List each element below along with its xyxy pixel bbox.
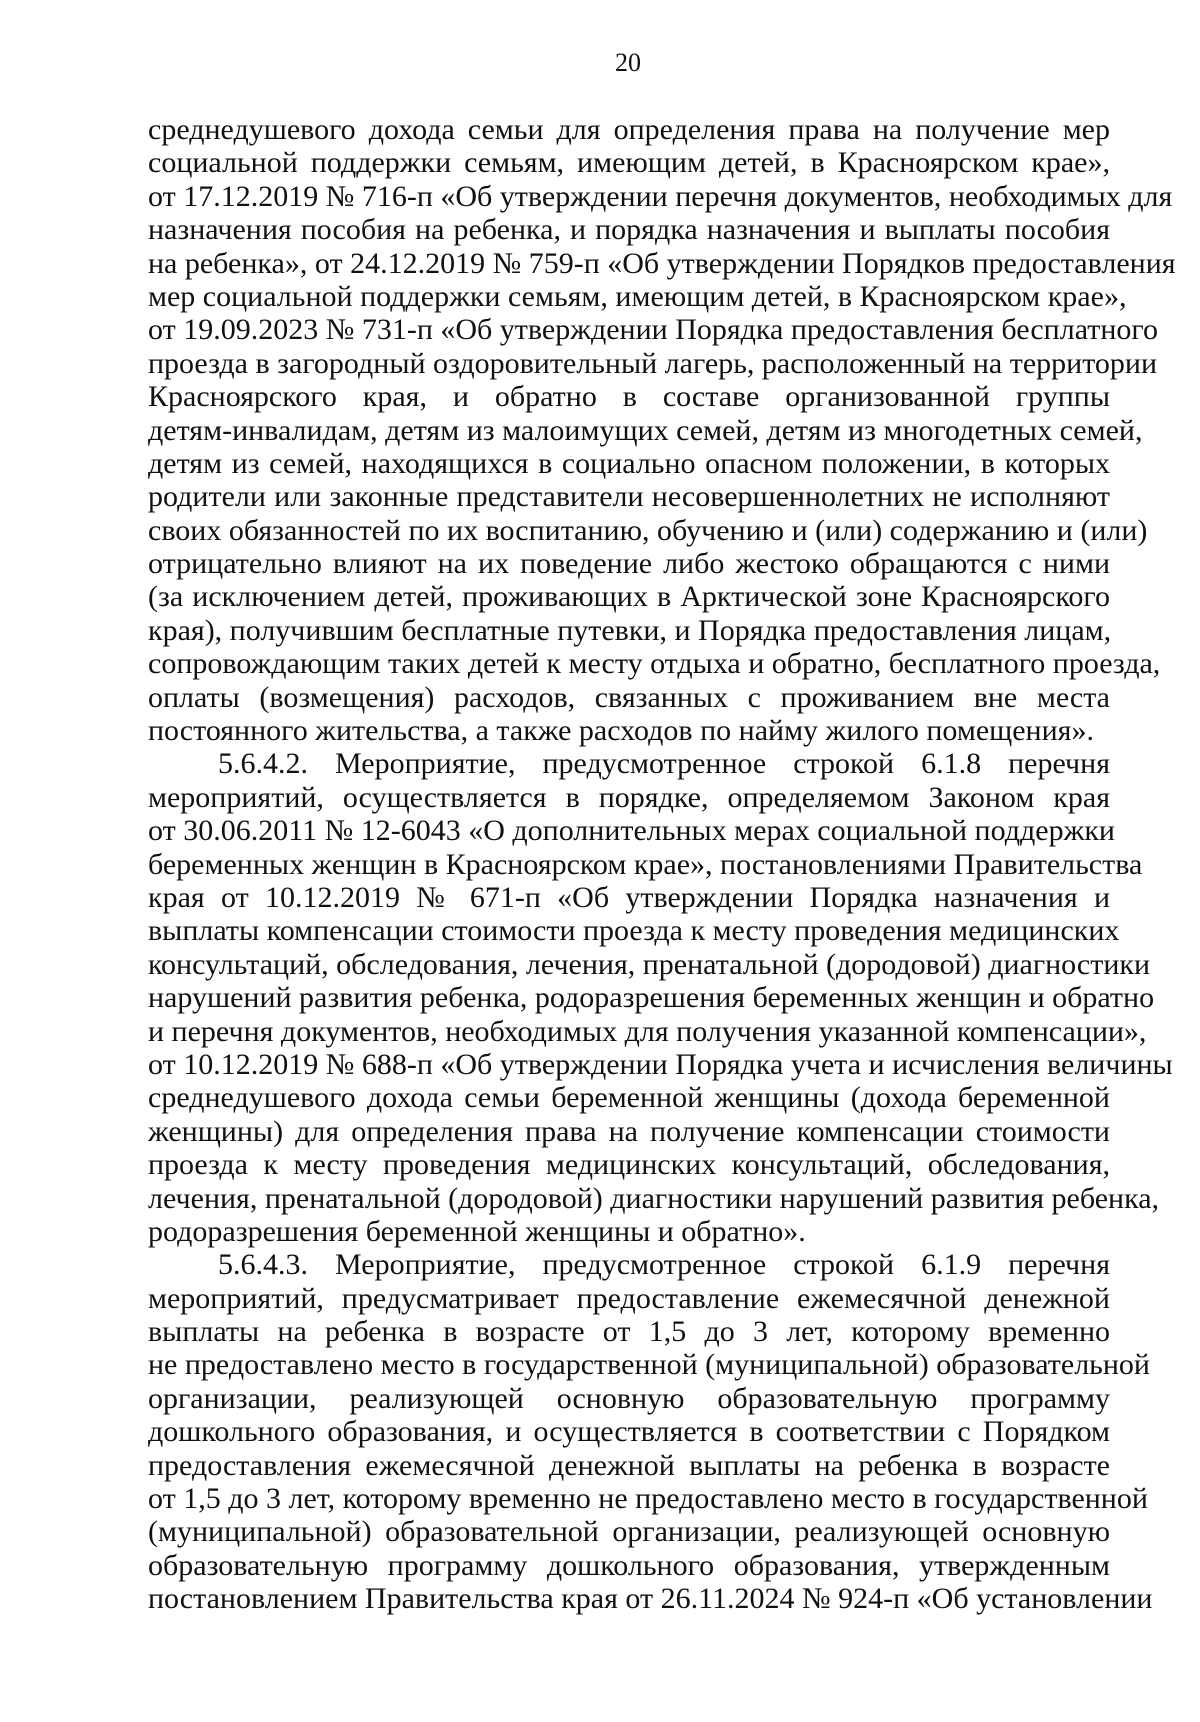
text-line: нарушений развития ребенка, родоразрешения беременных женщин и обратно (148, 981, 1155, 1015)
text-line: от 30.06.2011 № 12-6043 «О дополнительных мерах социальной поддержки (148, 814, 1115, 848)
text-line: образовательную программу дошкольного образования, утвержденным (148, 1548, 1110, 1582)
text-line: беременных женщин в Красноярском крае», постановлениями Правительства (148, 847, 1143, 881)
text-line: родители или законные представители несовершеннолетних не исполняют (148, 480, 1110, 514)
text-line: проезда к месту проведения медицинских консультаций, обследования, (148, 1148, 1110, 1182)
text-line: края), получившим бесплатные путевки, и Порядка предоставления лицам, (148, 613, 1112, 647)
text-line: мероприятий, предусматривает предоставление ежемесячной денежной (148, 1281, 1110, 1315)
text-line: отрицательно влияют на их поведение либо жестоко обращаются с ними (148, 547, 1110, 581)
text-line: консультаций, обследования, лечения, пренатальной (дородовой) диагностики (148, 947, 1151, 981)
text-line: (за исключением детей, проживающих в Арктической зоне Красноярского (148, 580, 1110, 614)
text-line: детям из семей, находящихся в социально опасном положении, в которых (148, 446, 1110, 480)
text-line: назначения пособия на ребенка, и порядка назначения и выплаты пособия (148, 213, 1110, 247)
text-line: постановлением Правительства края от 26.11.2024 № 924-п «Об установлении (148, 1582, 1153, 1616)
paragraph-start-line: 5.6.4.2. Мероприятие, предусмотренное строкой 6.1.8 перечня (218, 747, 1110, 781)
text-line: оплаты (возмещения) расходов, связанных с проживанием вне места (148, 680, 1110, 714)
text-line: на ребенка», от 24.12.2019 № 759-п «Об утверждении Порядков предоставления (148, 246, 1176, 280)
text-line: сопровождающим таких детей к месту отдыха и обратно, бесплатного проезда, (148, 647, 1161, 681)
text-line: постоянного жительства, а также расходов по найму жилого помещения». (148, 714, 1094, 748)
text-line: дошкольного образования, и осуществляется в соответствии с Порядком (148, 1415, 1110, 1449)
text-line: (муниципальной) образовательной организации, реализующей основную (148, 1515, 1110, 1549)
text-line: от 10.12.2019 № 688-п «Об утверждении Порядка учета и исчисления величины (148, 1047, 1173, 1081)
text-line: от 17.12.2019 № 716-п «Об утверждении перечня документов, необходимых для (148, 179, 1173, 213)
text-line: своих обязанностей по их воспитанию, обучению и (или) содержанию и (или) (148, 513, 1148, 547)
text-line: и перечня документов, необходимых для получения указанной компенсации», (148, 1014, 1147, 1048)
text-line: Красноярского края, и обратно в составе организованной группы (148, 380, 1110, 414)
text-line: родоразрешения беременной женщины и обратно». (148, 1214, 806, 1248)
text-line: социальной поддержки семьям, имеющим детей, в Красноярском крае», (148, 146, 1110, 180)
text-line: организации, реализующей основную образовательную программу (148, 1381, 1110, 1415)
text-line: проезда в загородный оздоровительный лагерь, расположенный на территории (148, 346, 1158, 380)
text-line: среднедушевого дохода семьи для определения права на получение мер (148, 113, 1110, 146)
text-line: предоставления ежемесячной денежной выплаты на ребенка в возрасте (148, 1448, 1110, 1482)
text-line: мер социальной поддержки семьям, имеющим детей, в Красноярском крае», (148, 279, 1127, 313)
paragraph-start-line: 5.6.4.3. Мероприятие, предусмотренное строкой 6.1.9 перечня (218, 1248, 1110, 1282)
text-line: выплаты на ребенка в возрасте от 1,5 до 3 лет, которому временно (148, 1315, 1110, 1349)
text-line: от 19.09.2023 № 731-п «Об утверждении Порядка предоставления бесплатного (148, 313, 1158, 347)
text-line: лечения, пренатальной (дородовой) диагностики нарушений развития ребенка, (148, 1181, 1160, 1215)
text-line: детям-инвалидам, детям из малоимущих семей, детям из многодетных семей, (148, 413, 1143, 447)
text-line: женщины) для определения права на получение компенсации стоимости (148, 1114, 1110, 1148)
text-line: выплаты компенсации стоимости проезда к месту проведения медицинских (148, 914, 1120, 948)
text-line: мероприятий, осуществляется в порядке, определяемом Законом края (148, 780, 1110, 814)
text-line: не предоставлено место в государственной (муниципальной) образовательной (148, 1348, 1150, 1382)
text-line: края от 10.12.2019 № 671-п «Об утверждении Порядка назначения и (148, 880, 1110, 914)
text-line: от 1,5 до 3 лет, которому временно не предоставлено место в государственной (148, 1482, 1148, 1516)
text-line: среднедушевого дохода семьи беременной женщины (дохода беременной (148, 1081, 1110, 1115)
page-number: 20 (615, 48, 641, 77)
document-body (148, 113, 1176, 1616)
